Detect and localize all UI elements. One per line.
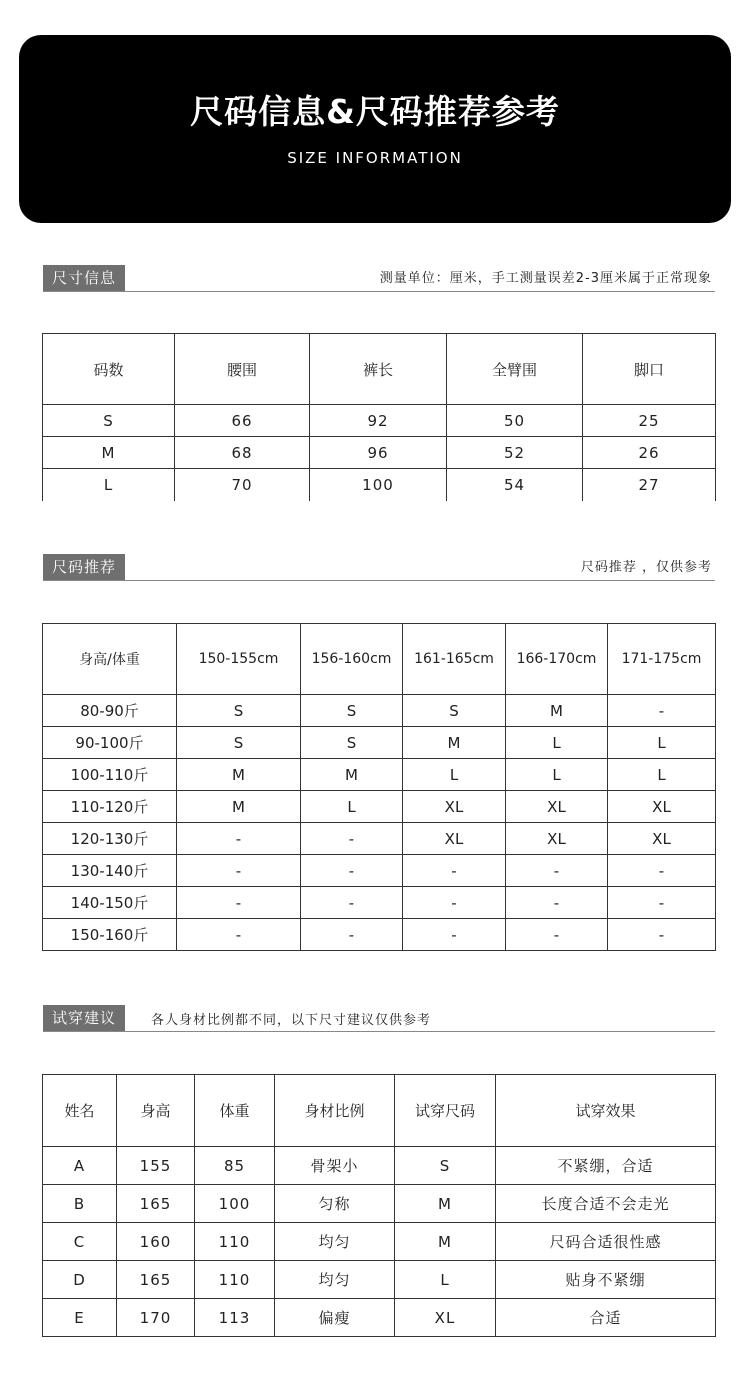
size-rec-tag: 尺码推荐: [43, 554, 125, 580]
table-cell: 120-130斤: [43, 823, 177, 855]
table-cell: XL: [608, 823, 716, 855]
table-cell: 100-110斤: [43, 759, 177, 791]
table-cell: -: [177, 919, 301, 951]
column-header: 150-155cm: [177, 624, 301, 695]
table-cell: 140-150斤: [43, 887, 177, 919]
table-cell: 70: [175, 469, 310, 501]
table-cell: -: [506, 919, 608, 951]
table-cell: -: [177, 887, 301, 919]
table-row: [43, 791, 716, 823]
column-header: 161-165cm: [403, 624, 506, 695]
table-cell: M: [43, 437, 175, 469]
table-cell: 80-90斤: [43, 695, 177, 727]
table-cell: L: [301, 791, 403, 823]
table-cell: S: [403, 695, 506, 727]
table-cell: 150-160斤: [43, 919, 177, 951]
table-header-row: [43, 624, 716, 695]
size-info-table: [42, 333, 716, 501]
table-row: [43, 1261, 716, 1299]
table-cell: 113: [195, 1299, 275, 1337]
column-header: 姓名: [43, 1075, 117, 1147]
column-header: 156-160cm: [301, 624, 403, 695]
table-cell: 68: [175, 437, 310, 469]
table-cell: -: [608, 919, 716, 951]
table-cell: M: [177, 791, 301, 823]
table-row: [43, 823, 716, 855]
table-cell: 90-100斤: [43, 727, 177, 759]
table-cell: 合适: [496, 1299, 716, 1337]
table-cell: M: [301, 759, 403, 791]
table-cell: XL: [395, 1299, 496, 1337]
table-row: [43, 919, 716, 951]
table-cell: S: [177, 695, 301, 727]
table-cell: D: [43, 1261, 117, 1299]
table-cell: C: [43, 1223, 117, 1261]
table-cell: L: [506, 727, 608, 759]
table-cell: 100: [195, 1185, 275, 1223]
table-cell: 100: [310, 469, 447, 501]
table-cell: 长度合适不会走光: [496, 1185, 716, 1223]
table-cell: 骨架小: [275, 1147, 395, 1185]
table-cell: -: [506, 887, 608, 919]
table-cell: 54: [447, 469, 583, 501]
page-title: 尺码信息&尺码推荐参考: [190, 92, 560, 131]
table-cell: -: [608, 855, 716, 887]
table-cell: 165: [117, 1185, 195, 1223]
table-cell: XL: [506, 791, 608, 823]
table-cell: 27: [583, 469, 716, 501]
table-cell: M: [403, 727, 506, 759]
table-cell: -: [177, 855, 301, 887]
try-on-tag: 试穿建议: [43, 1005, 125, 1031]
table-row: [43, 405, 716, 437]
table-cell: -: [301, 855, 403, 887]
table-cell: XL: [403, 791, 506, 823]
table-cell: 130-140斤: [43, 855, 177, 887]
table-cell: L: [608, 759, 716, 791]
table-row: [43, 469, 716, 501]
table-cell: -: [177, 823, 301, 855]
table-header-row: [43, 334, 716, 405]
table-cell: 不紧绷，合适: [496, 1147, 716, 1185]
table-cell: -: [301, 919, 403, 951]
table-cell: -: [403, 855, 506, 887]
table-cell: -: [403, 887, 506, 919]
column-header: 试穿尺码: [395, 1075, 496, 1147]
size-rec-table: [42, 623, 716, 951]
table-cell: S: [301, 695, 403, 727]
title-banner: [19, 35, 731, 223]
table-cell: 110: [195, 1223, 275, 1261]
table-row: [43, 855, 716, 887]
column-header: 腰围: [175, 334, 310, 405]
table-cell: A: [43, 1147, 117, 1185]
table-cell: L: [43, 469, 175, 501]
size-info-note: 测量单位：厘米，手工测量误差2-3厘米属于正常现象: [379, 271, 712, 286]
table-cell: -: [608, 887, 716, 919]
table-cell: 66: [175, 405, 310, 437]
size-info-header: [43, 265, 715, 292]
table-cell: L: [506, 759, 608, 791]
column-header: 码数: [43, 334, 175, 405]
table-cell: S: [395, 1147, 496, 1185]
table-cell: 110-120斤: [43, 791, 177, 823]
table-cell: 85: [195, 1147, 275, 1185]
table-cell: 170: [117, 1299, 195, 1337]
table-cell: -: [301, 887, 403, 919]
size-rec-header: [43, 554, 715, 581]
column-header: 171-175cm: [608, 624, 716, 695]
table-cell: 均匀: [275, 1261, 395, 1299]
column-header: 裤长: [310, 334, 447, 405]
table-cell: -: [608, 695, 716, 727]
table-row: [43, 727, 716, 759]
table-cell: 25: [583, 405, 716, 437]
column-header: 试穿效果: [496, 1075, 716, 1147]
table-cell: XL: [506, 823, 608, 855]
column-header: 166-170cm: [506, 624, 608, 695]
table-cell: 50: [447, 405, 583, 437]
table-cell: S: [301, 727, 403, 759]
table-cell: -: [506, 855, 608, 887]
try-on-header: [43, 1005, 715, 1032]
table-cell: 26: [583, 437, 716, 469]
column-header: 脚口: [583, 334, 716, 405]
column-header: 全臂围: [447, 334, 583, 405]
table-cell: XL: [403, 823, 506, 855]
table-cell: -: [301, 823, 403, 855]
table-cell: 92: [310, 405, 447, 437]
table-row: [43, 695, 716, 727]
table-cell: S: [177, 727, 301, 759]
try-on-note: 各人身材比例都不同，以下尺寸建议仅供参考: [151, 1013, 432, 1028]
table-row: [43, 1299, 716, 1337]
column-header: 体重: [195, 1075, 275, 1147]
table-cell: 尺码合适很性感: [496, 1223, 716, 1261]
table-cell: M: [395, 1223, 496, 1261]
size-info-tag: 尺寸信息: [43, 265, 125, 291]
table-cell: L: [608, 727, 716, 759]
table-cell: 匀称: [275, 1185, 395, 1223]
table-cell: 96: [310, 437, 447, 469]
size-rec-note: 尺码推荐 ，仅供参考: [580, 560, 712, 575]
table-cell: 均匀: [275, 1223, 395, 1261]
table-cell: -: [403, 919, 506, 951]
table-cell: 160: [117, 1223, 195, 1261]
table-row: [43, 1223, 716, 1261]
table-cell: M: [506, 695, 608, 727]
table-cell: 165: [117, 1261, 195, 1299]
column-header: 身高/体重: [43, 624, 177, 695]
column-header: 身高: [117, 1075, 195, 1147]
column-header: 身材比例: [275, 1075, 395, 1147]
table-row: [43, 759, 716, 791]
table-cell: M: [395, 1185, 496, 1223]
table-header-row: [43, 1075, 716, 1147]
table-row: [43, 887, 716, 919]
table-cell: 52: [447, 437, 583, 469]
table-cell: S: [43, 405, 175, 437]
table-row: [43, 437, 716, 469]
table-cell: XL: [608, 791, 716, 823]
table-cell: E: [43, 1299, 117, 1337]
table-row: [43, 1147, 716, 1185]
table-cell: 偏瘦: [275, 1299, 395, 1337]
table-cell: 110: [195, 1261, 275, 1299]
table-cell: B: [43, 1185, 117, 1223]
table-row: [43, 1185, 716, 1223]
table-cell: 155: [117, 1147, 195, 1185]
table-cell: 贴身不紧绷: [496, 1261, 716, 1299]
table-cell: L: [403, 759, 506, 791]
table-cell: M: [177, 759, 301, 791]
page-subtitle: SIZE INFORMATION: [287, 149, 463, 167]
try-on-table: [42, 1074, 716, 1337]
table-cell: L: [395, 1261, 496, 1299]
